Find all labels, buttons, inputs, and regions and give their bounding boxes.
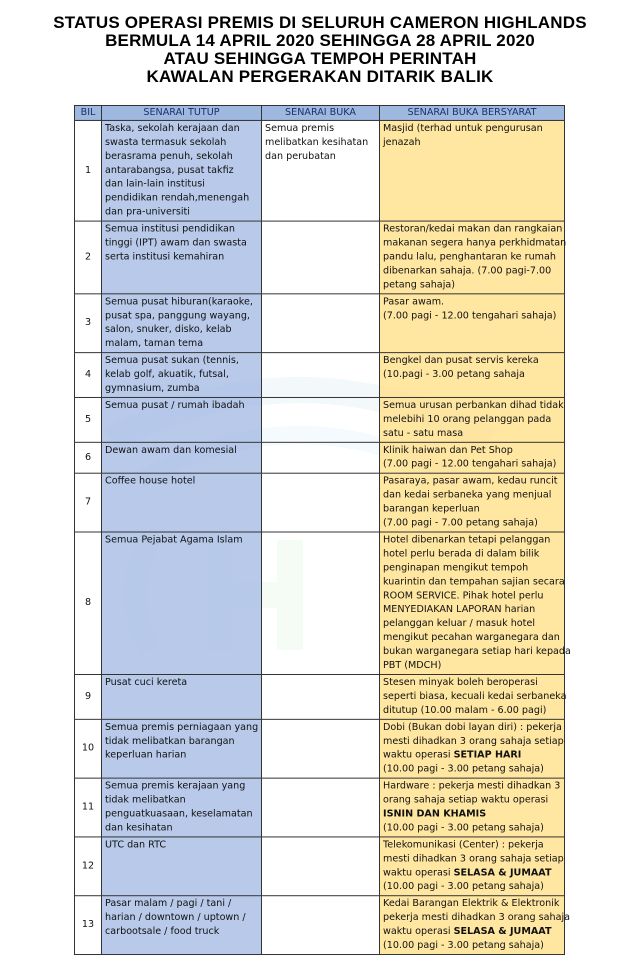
row-number: 12	[75, 837, 102, 896]
bersyarat-line	[383, 821, 561, 835]
bersyarat-line	[383, 489, 561, 503]
bersyarat-line	[383, 589, 561, 603]
table-row	[75, 896, 565, 955]
bersyarat-line	[383, 458, 561, 472]
senarai-tutup-cell-line: Semua pusat / rumah ibadah	[105, 399, 245, 411]
bersyarat-text: Restoran/kedai makan dan rangkaian	[383, 223, 563, 235]
table-row	[75, 353, 565, 398]
bersyarat-line	[383, 659, 561, 673]
bersyarat-line	[383, 444, 561, 458]
header-senarai-buka: SENARAI BUKA	[262, 105, 380, 120]
bersyarat-line	[383, 897, 561, 911]
document-title	[0, 14, 640, 86]
bersyarat-text: kuarintin dan tempahan sajian secara	[383, 576, 565, 588]
bersyarat-line	[383, 309, 561, 323]
table-row	[75, 778, 565, 837]
senarai-buka-cell	[262, 353, 380, 398]
senarai-buka-bersyarat-cell	[380, 353, 565, 398]
bersyarat-text: satu - satu masa	[383, 427, 464, 439]
row-number: 7	[75, 473, 102, 532]
table-row	[75, 674, 565, 719]
bersyarat-line	[383, 631, 561, 645]
bersyarat-text: pandu lalu, penghantaran ke rumah	[383, 251, 556, 263]
senarai-tutup-cell-line: Semua institusi pendidikan	[105, 223, 236, 235]
bersyarat-line	[383, 136, 561, 150]
senarai-buka-cell	[262, 674, 380, 719]
table-row	[75, 532, 565, 674]
bersyarat-line	[383, 503, 561, 517]
bersyarat-line	[383, 911, 571, 925]
senarai-tutup-cell-line: serta institusi kemahiran	[105, 251, 225, 263]
bersyarat-text: Hardware : pekerja mesti dihadkan 3	[383, 780, 561, 792]
bersyarat-line	[383, 223, 561, 237]
senarai-tutup-cell	[102, 120, 262, 221]
bersyarat-text: penginapan mengikut tempoh	[383, 562, 529, 574]
senarai-buka-cell	[262, 896, 380, 955]
bersyarat-text: Dobi (Bukan dobi layan diri) : pekerja	[383, 721, 562, 733]
bersyarat-line	[383, 838, 561, 852]
title-line-1: STATUS OPERASI PREMIS DI SELURUH CAMERON HIGHLANDS	[53, 13, 587, 32]
row-number: 13	[75, 896, 102, 955]
senarai-tutup-cell-line: berasrama penuh, sekolah	[105, 150, 233, 162]
bersyarat-text: (7.00 pagi - 7.00 petang sahaja)	[383, 517, 538, 529]
senarai-buka-cell	[262, 397, 380, 442]
bersyarat-text: dan kedai serbaneka yang menjual	[383, 489, 552, 501]
bersyarat-line	[383, 749, 561, 763]
senarai-tutup-cell-line: Dewan awam dan komesial	[105, 444, 237, 456]
bersyarat-line	[383, 852, 564, 866]
row-number: 8	[75, 532, 102, 674]
title-line-4: KAWALAN PERGERAKAN DITARIK BALIK	[146, 67, 494, 86]
bersyarat-text: (10.pagi - 3.00 petang sahaja	[383, 369, 525, 381]
senarai-tutup-cell	[102, 778, 262, 837]
bersyarat-line	[383, 808, 561, 822]
senarai-buka-cell	[262, 532, 380, 674]
senarai-tutup-cell-line: UTC dan RTC	[105, 839, 167, 851]
senarai-tutup-cell-line: pusat spa, panggung wayang,	[105, 310, 250, 322]
bersyarat-line	[383, 250, 561, 264]
row-number: 5	[75, 397, 102, 442]
bersyarat-text: mengikut pecahan warganegara dan	[383, 632, 560, 644]
bersyarat-text: barangan keperluan	[383, 503, 480, 515]
bersyarat-text: ROOM SERVICE. Pihak hotel perlu	[383, 590, 544, 602]
bersyarat-line	[383, 547, 561, 561]
senarai-buka-bersyarat-cell	[380, 397, 565, 442]
bersyarat-line	[383, 399, 564, 413]
senarai-buka-bersyarat-cell	[380, 674, 565, 719]
header-senarai-buka-bersyarat: SENARAI BUKA BERSYARAT	[380, 105, 565, 120]
bersyarat-line	[383, 704, 561, 718]
bersyarat-bold-text: SELASA & JUMAAT	[453, 926, 552, 938]
row-number: 4	[75, 353, 102, 398]
bersyarat-line	[383, 880, 561, 894]
bersyarat-text: waktu operasi	[383, 926, 454, 938]
senarai-tutup-cell	[102, 896, 262, 955]
senarai-tutup-cell-line: tidak melibatkan	[105, 794, 186, 806]
senarai-tutup-cell-line: Semua premis perniagaan yang	[105, 721, 259, 733]
bersyarat-line	[383, 866, 561, 880]
senarai-tutup-cell	[102, 353, 262, 398]
bersyarat-line	[383, 368, 561, 382]
bersyarat-text: (7.00 pagi - 12.00 tengahari sahaja)	[383, 310, 557, 322]
row-number: 1	[75, 120, 102, 221]
senarai-tutup-cell-line: gymnasium, zumba	[105, 383, 200, 394]
senarai-buka-bersyarat-cell	[380, 442, 565, 473]
bersyarat-text: Semua urusan perbankan dihad tidak	[383, 399, 564, 411]
bersyarat-text: Stesen minyak boleh beroperasi	[383, 676, 538, 688]
senarai-buka-cell	[262, 221, 380, 294]
row-number: 6	[75, 442, 102, 473]
bersyarat-line	[383, 763, 561, 777]
bersyarat-text: jenazah	[383, 136, 421, 148]
senarai-tutup-cell	[102, 473, 262, 532]
senarai-tutup-cell	[102, 442, 262, 473]
bersyarat-text: (10.00 pagi - 3.00 petang sahaja)	[383, 822, 544, 834]
senarai-tutup-cell-line: Semua pusat hiburan(karaoke,	[105, 296, 253, 308]
bersyarat-bold-text: SETIAP HARI	[453, 749, 522, 761]
bersyarat-line	[383, 780, 561, 794]
senarai-tutup-cell-line: Semua pusat sukan (tennis,	[105, 355, 239, 367]
senarai-tutup-cell-line: Pusat cuci kereta	[105, 676, 188, 688]
bersyarat-text: Pasar awam.	[383, 296, 445, 308]
senarai-buka-cell	[262, 778, 380, 837]
header-senarai-tutup: SENARAI TUTUP	[102, 105, 262, 120]
row-number: 2	[75, 221, 102, 294]
senarai-buka-cell	[262, 837, 380, 896]
senarai-buka-bersyarat-cell	[380, 294, 565, 353]
bersyarat-line	[383, 794, 561, 808]
bersyarat-text: Kedai Barangan Elektrik & Elektronik	[383, 898, 560, 910]
table-row	[75, 397, 565, 442]
bersyarat-line	[383, 617, 561, 631]
bersyarat-text: bukan warganegara setiap hari kepada	[383, 646, 571, 658]
premises-status-table	[74, 105, 571, 955]
bersyarat-text: pelanggan keluar / masuk hotel	[383, 618, 536, 630]
bersyarat-line	[383, 237, 567, 251]
row-number: 10	[75, 719, 102, 778]
senarai-tutup-cell-line: Semua Pejabat Agama Islam	[105, 534, 243, 546]
title-line-2: BERMULA 14 APRIL 2020 SEHINGGA 28 APRIL 2020	[105, 31, 535, 50]
senarai-buka-cell	[262, 294, 380, 353]
senarai-tutup-cell-line: carbootsale / food truck	[105, 926, 220, 938]
senarai-tutup-cell-line: swasta termasuk sekolah	[105, 136, 227, 148]
senarai-tutup-cell-line: Semua premis kerajaan yang	[105, 780, 246, 792]
bersyarat-line	[383, 721, 561, 735]
senarai-tutup-cell-line: malam, taman tema	[105, 338, 204, 350]
bersyarat-text: seperti biasa, kecuali kedai serbaneka	[383, 690, 567, 702]
bersyarat-bold-text: SELASA & JUMAAT	[453, 867, 552, 879]
senarai-buka-bersyarat-cell	[380, 837, 565, 896]
title-line-3: ATAU SEHINGGA TEMPOH PERINTAH	[163, 49, 477, 68]
senarai-tutup-cell-line: Taska, sekolah kerajaan dan	[105, 122, 240, 134]
senarai-buka-bersyarat-cell	[380, 778, 565, 837]
table-row	[75, 837, 565, 896]
senarai-tutup-cell	[102, 674, 262, 719]
row-number: 11	[75, 778, 102, 837]
bersyarat-line	[383, 925, 561, 939]
senarai-tutup-cell	[102, 532, 262, 674]
senarai-buka-bersyarat-cell	[380, 120, 565, 221]
senarai-tutup-cell-line: kelab golf, akuatik, futsal,	[105, 369, 229, 381]
bersyarat-line	[383, 354, 561, 368]
senarai-tutup-cell-line: pendidikan rendah,menengah	[105, 192, 250, 204]
senarai-buka-bersyarat-cell	[380, 473, 565, 532]
senarai-tutup-cell-line: dan lain-lain institusi	[105, 178, 205, 190]
table-row	[75, 221, 565, 294]
senarai-buka-cell	[262, 473, 380, 532]
senarai-buka-cell-line: dan perubatan	[265, 150, 336, 162]
senarai-tutup-cell-line: antarabangsa, pusat takfiz	[105, 164, 234, 176]
senarai-tutup-cell	[102, 719, 262, 778]
bersyarat-line	[383, 561, 561, 575]
bersyarat-line	[383, 533, 561, 547]
bersyarat-line	[383, 517, 561, 531]
senarai-tutup-cell-line: tidak melibatkan barangan	[105, 735, 235, 747]
bersyarat-text: melebihi 10 orang pelanggan pada	[383, 413, 552, 425]
bersyarat-line	[383, 264, 561, 278]
senarai-tutup-cell-line: keperluan harian	[105, 749, 187, 761]
bersyarat-line	[383, 413, 561, 427]
bersyarat-line	[383, 676, 561, 690]
table-row	[75, 719, 565, 778]
bersyarat-line	[383, 122, 561, 136]
bersyarat-line	[383, 735, 564, 749]
senarai-buka-bersyarat-cell	[380, 719, 565, 778]
bersyarat-text: Hotel dibenarkan tetapi pelanggan	[383, 534, 551, 546]
senarai-tutup-cell	[102, 397, 262, 442]
senarai-tutup-cell-line: dan pra-universiti	[105, 206, 190, 218]
bersyarat-line	[383, 278, 561, 292]
bersyarat-line	[383, 603, 561, 617]
bersyarat-text: MENYEDIAKAN LAPORAN harian	[383, 604, 536, 616]
bersyarat-text: petang sahaja)	[383, 279, 455, 291]
bersyarat-text: (10.00 pagi - 3.00 petang sahaja)	[383, 881, 544, 893]
senarai-buka-bersyarat-cell	[380, 532, 571, 674]
senarai-buka-cell	[262, 719, 380, 778]
senarai-tutup-cell	[102, 294, 262, 353]
bersyarat-text: waktu operasi	[383, 867, 454, 879]
bersyarat-line	[383, 690, 567, 704]
senarai-tutup-cell-line: salon, snuker, disko, kelab	[105, 324, 232, 336]
bersyarat-text: Telekomunikasi (Center) : pekerja	[383, 839, 544, 851]
senarai-tutup-cell-line: dan kesihatan	[105, 822, 173, 834]
bersyarat-text: Klinik haiwan dan Pet Shop	[383, 444, 513, 456]
bersyarat-line	[383, 939, 561, 953]
senarai-buka-cell-line: Semua premis	[265, 122, 335, 134]
bersyarat-text: (10.00 pagi - 3.00 petang sahaja)	[383, 763, 544, 775]
bersyarat-text: hotel perlu berada di dalam bilik	[383, 548, 540, 560]
bersyarat-line	[383, 645, 571, 659]
senarai-tutup-cell-line: penguatkuasaan, keselamatan	[105, 808, 253, 820]
bersyarat-text: (10.00 pagi - 3.00 petang sahaja)	[383, 940, 544, 952]
header-bil: BIL	[75, 105, 102, 120]
senarai-buka-cell	[262, 442, 380, 473]
bersyarat-line	[383, 427, 561, 441]
senarai-tutup-cell	[102, 837, 262, 896]
bersyarat-text: Pasaraya, pasar awam, kedau runcit	[383, 475, 558, 487]
table-header-row	[75, 105, 565, 120]
bersyarat-text: orang sahaja setiap waktu operasi	[383, 794, 549, 806]
table-row	[75, 442, 565, 473]
table-body	[75, 120, 571, 954]
table-row	[75, 473, 565, 532]
senarai-tutup-cell-line: tinggi (IPT) awam dan swasta	[105, 237, 247, 249]
bersyarat-text: (7.00 pagi - 12.00 tengahari sahaja)	[383, 458, 557, 470]
bersyarat-text: Masjid (terhad untuk pengurusan	[383, 122, 543, 134]
row-number: 3	[75, 294, 102, 353]
bersyarat-text: makanan segera hanya perkhidmatan	[383, 237, 567, 249]
senarai-tutup-cell-line: Coffee house hotel	[105, 475, 196, 487]
senarai-buka-bersyarat-cell	[380, 221, 565, 294]
bersyarat-text: waktu operasi	[383, 749, 454, 761]
bersyarat-text: PBT (MDCH)	[383, 660, 442, 672]
bersyarat-text: mesti dihadkan 3 orang sahaja setiap	[383, 735, 564, 747]
senarai-buka-cell-line: melibatkan kesihatan	[265, 136, 369, 148]
bersyarat-text: pekerja mesti dihadkan 3 orang sahaja	[383, 912, 571, 924]
senarai-buka-cell	[262, 120, 380, 221]
senarai-tutup-cell	[102, 221, 262, 294]
row-number: 9	[75, 674, 102, 719]
bersyarat-text: mesti dihadkan 3 orang sahaja setiap	[383, 853, 564, 865]
senarai-tutup-cell-line: harian / downtown / uptown /	[105, 912, 246, 924]
bersyarat-line	[383, 475, 561, 489]
table-row	[75, 294, 565, 353]
senarai-tutup-cell-line: Pasar malam / pagi / tani /	[105, 898, 232, 910]
bersyarat-text: ditutup (10.00 malam - 6.00 pagi)	[383, 704, 547, 716]
bersyarat-bold-text: ISNIN DAN KHAMIS	[383, 808, 487, 820]
senarai-buka-bersyarat-cell	[380, 896, 571, 955]
table-row	[75, 120, 565, 221]
bersyarat-text: Bengkel dan pusat servis kereka	[383, 355, 539, 367]
bersyarat-text: dibenarkan sahaja. (7.00 pagi-7.00	[383, 265, 552, 277]
bersyarat-line	[383, 295, 561, 309]
bersyarat-line	[383, 575, 565, 589]
